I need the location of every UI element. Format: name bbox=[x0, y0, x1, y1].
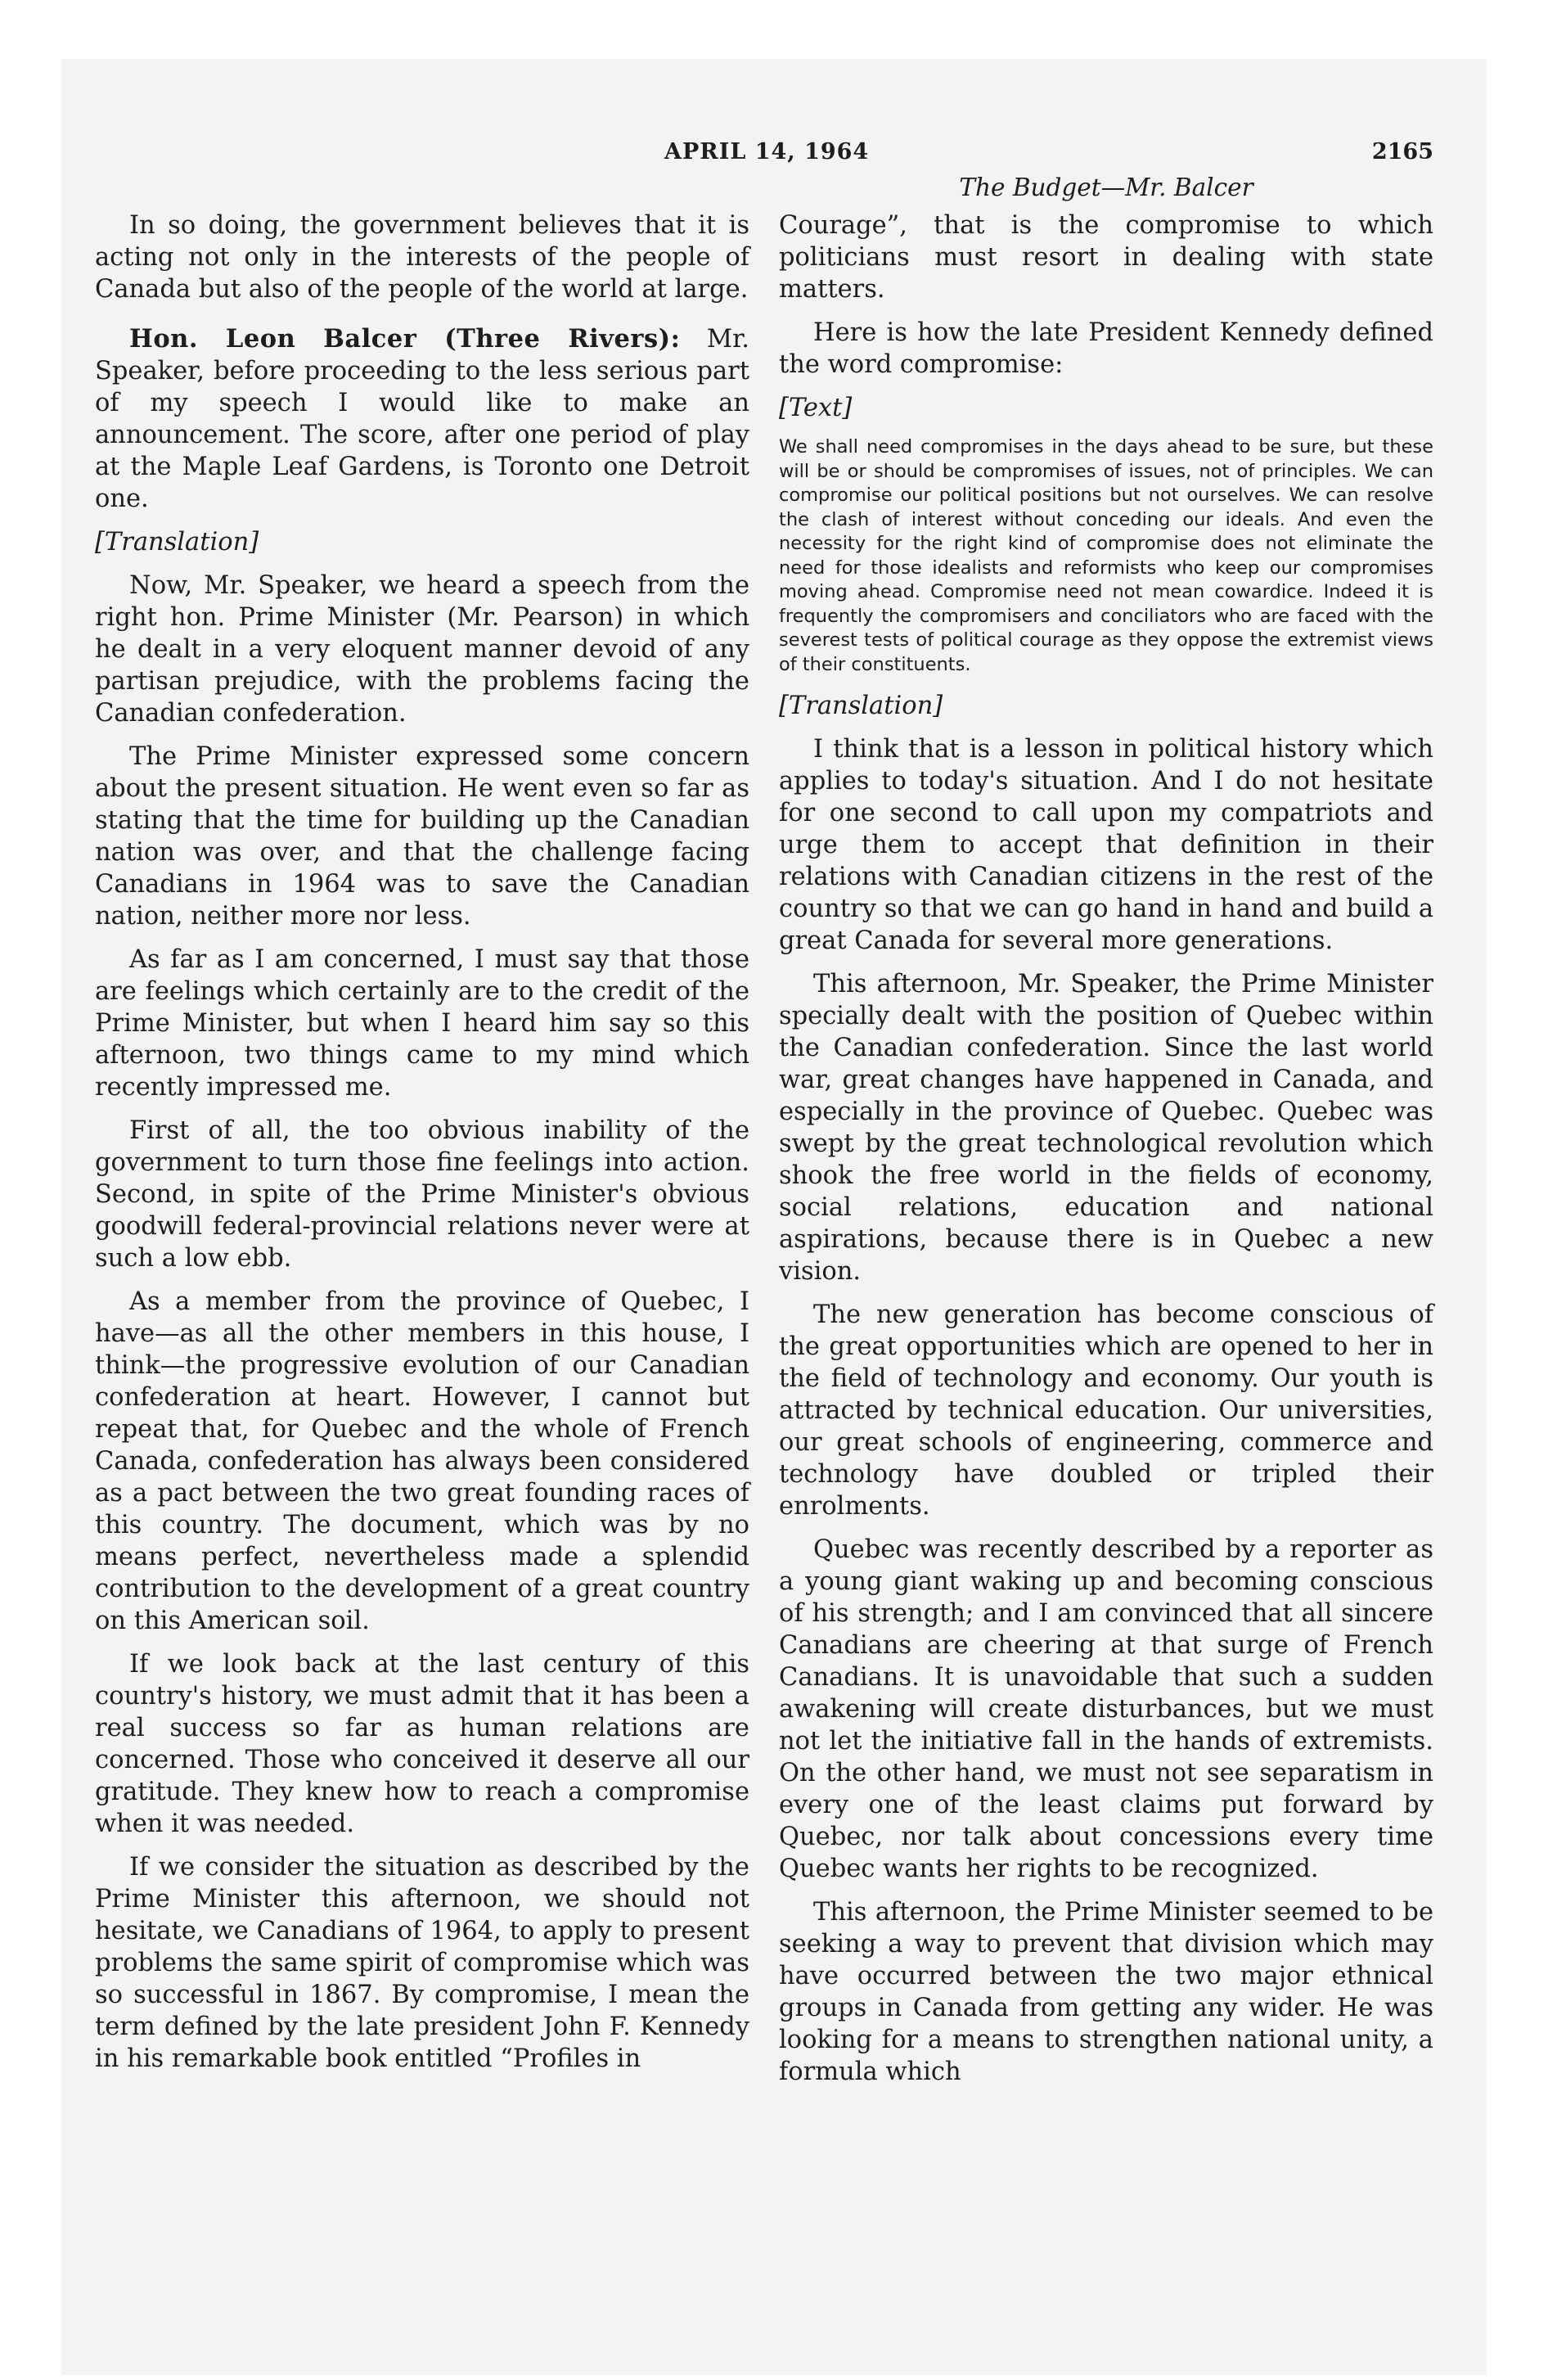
paragraph: Here is how the late President Kennedy defined the word compromise: bbox=[779, 318, 1433, 379]
speaker-text: Mr. Speaker, before proceeding to the less serious part of my speech I would like to make an announcement. The score, after one period of play at the Maple Leaf Gardens, is Toronto one Detroit one. bbox=[95, 325, 749, 513]
left-column bbox=[95, 210, 749, 2086]
paragraph: If we consider the situation as described by the Prime Minister this afternoon, we should not hesitate, we Canadians of 1964, to apply to present problems the same spirit of compromise which was so successful in 1867. By compromise, I mean the term defined by the late president John F. Kennedy in his remarkable book entitled “Profiles in bbox=[95, 1853, 749, 2073]
text-label: [Text] bbox=[779, 394, 853, 422]
paragraph: Quebec was recently described by a reporter as a young giant waking up and becoming conscious of his strength; and I am convinced that all sincere Canadians are cheering at that surge of French Canadians. It is unavoidable that such a sudden awakening will create disturbances, but we must not let the initiative fall in the hands of extremists. On the other hand, we must not see separatism in every one of the least claims put forward by Quebec, nor talk about concessions every time Quebec wants her rights to be recognized. bbox=[779, 1535, 1433, 1883]
kennedy-quote: We shall need compromises in the days ahead to be sure, but these will be or should be compromises of issues, not of principles. We can compromise our political positions but not ourselves. We can resolve the clash of interest without conceding our ideals. And even the necessity for the right kind of compromise does not eliminate the need for those idealists and reformists who keep our compromises moving ahead. Compromise need not mean cowardice. Indeed it is frequently the compromisers and conciliators who are faced with the severest tests of political courage as they oppose the extremist views of their constituents. bbox=[779, 436, 1433, 675]
paragraph: Now, Mr. Speaker, we heard a speech from the right hon. Prime Minister (Mr. Pearson) in which he dealt in a very eloquent manner devoid of any partisan prejudice, with the problems facing the Canadian confederation. bbox=[95, 571, 749, 728]
paragraph: In so doing, the government believes that it is acting not only in the interests of the people of Canada but also of the people of the world at large. bbox=[95, 211, 749, 304]
paragraph: As far as I am concerned, I must say that those are feelings which certainly are to the credit of the Prime Minister, but when I heard him say so this afternoon, two things came to my mind which recently impressed me. bbox=[95, 945, 749, 1102]
speaker-paragraph bbox=[95, 323, 749, 515]
running-head: The Budget—Mr. Balcer bbox=[959, 174, 1253, 201]
paragraph: This afternoon, the Prime Minister seemed to be seeking a way to prevent that division which may have occurred between the two major ethnical groups in Canada from getting any wider. He was looking for a means to strengthen national unity, a formula which bbox=[779, 1898, 1433, 2086]
translation-label: [Translation] bbox=[779, 692, 943, 720]
paragraph: This afternoon, Mr. Speaker, the Prime Minister specially dealt with the position of Quebec within the Canadian confederation. Since the last world war, great changes have happened in Canada, and especially in the province of Quebec. Quebec was swept by the great technological revolution which shook the free world in the fields of economy, social relations, education and national aspirations, because there is in Quebec a new vision. bbox=[779, 970, 1433, 1286]
paragraph: The new generation has become conscious of the great opportunities which are opened to her in the field of technology and economy. Our youth is attracted by technical education. Our universities, our great schools of engineering, commerce and technology have doubled or tripled their enrolments. bbox=[779, 1300, 1433, 1521]
translation-label: [Translation] bbox=[95, 528, 259, 557]
paragraph: The Prime Minister expressed some concern about the present situation. He went even so far as stating that the time for building up the Canadian nation was over, and that the challenge facing Canadians in 1964 was to save the Canadian nation, neither more nor less. bbox=[95, 742, 749, 931]
speaker-name: Hon. Leon Balcer (Three Rivers): bbox=[129, 324, 681, 354]
paragraph: Courage”, that is the compromise to which politicians must resort in dealing with state matters. bbox=[779, 211, 1433, 304]
page-date-header: APRIL 14, 1964 bbox=[664, 139, 870, 165]
right-column bbox=[779, 172, 1433, 2099]
paragraph: As a member from the province of Quebec, I have—as all the other members in this house, I think—the progressive evolution of our Canadian confederation at heart. However, I cannot but repeat that, for Quebec and the whole of French Canada, confederation has always been considered as a pact between the two great founding races of this country. The document, which was by no means perfect, nevertheless made a splendid contribution to the development of a great country on this American soil. bbox=[95, 1287, 749, 1635]
paragraph: If we look back at the last century of this country's history, we must admit that it has been a real success so far as human relations are concerned. Those who conceived it deserve all our gratitude. They knew how to reach a compromise when it was needed. bbox=[95, 1650, 749, 1838]
paragraph: First of all, the too obvious inability of the government to turn those fine feelings into action. Second, in spite of the Prime Minister's obvious goodwill federal-provincial relations never were at such a low ebb. bbox=[95, 1116, 749, 1273]
page-number: 2165 bbox=[1371, 139, 1433, 165]
paragraph: I think that is a lesson in political history which applies to today's situation. And I do not hesitate for one second to call upon my compatriots and urge them to accept that definition in their relations with Canadian citizens in the rest of the country so that we can go hand in hand and build a great Canada for several more generations. bbox=[779, 735, 1433, 955]
